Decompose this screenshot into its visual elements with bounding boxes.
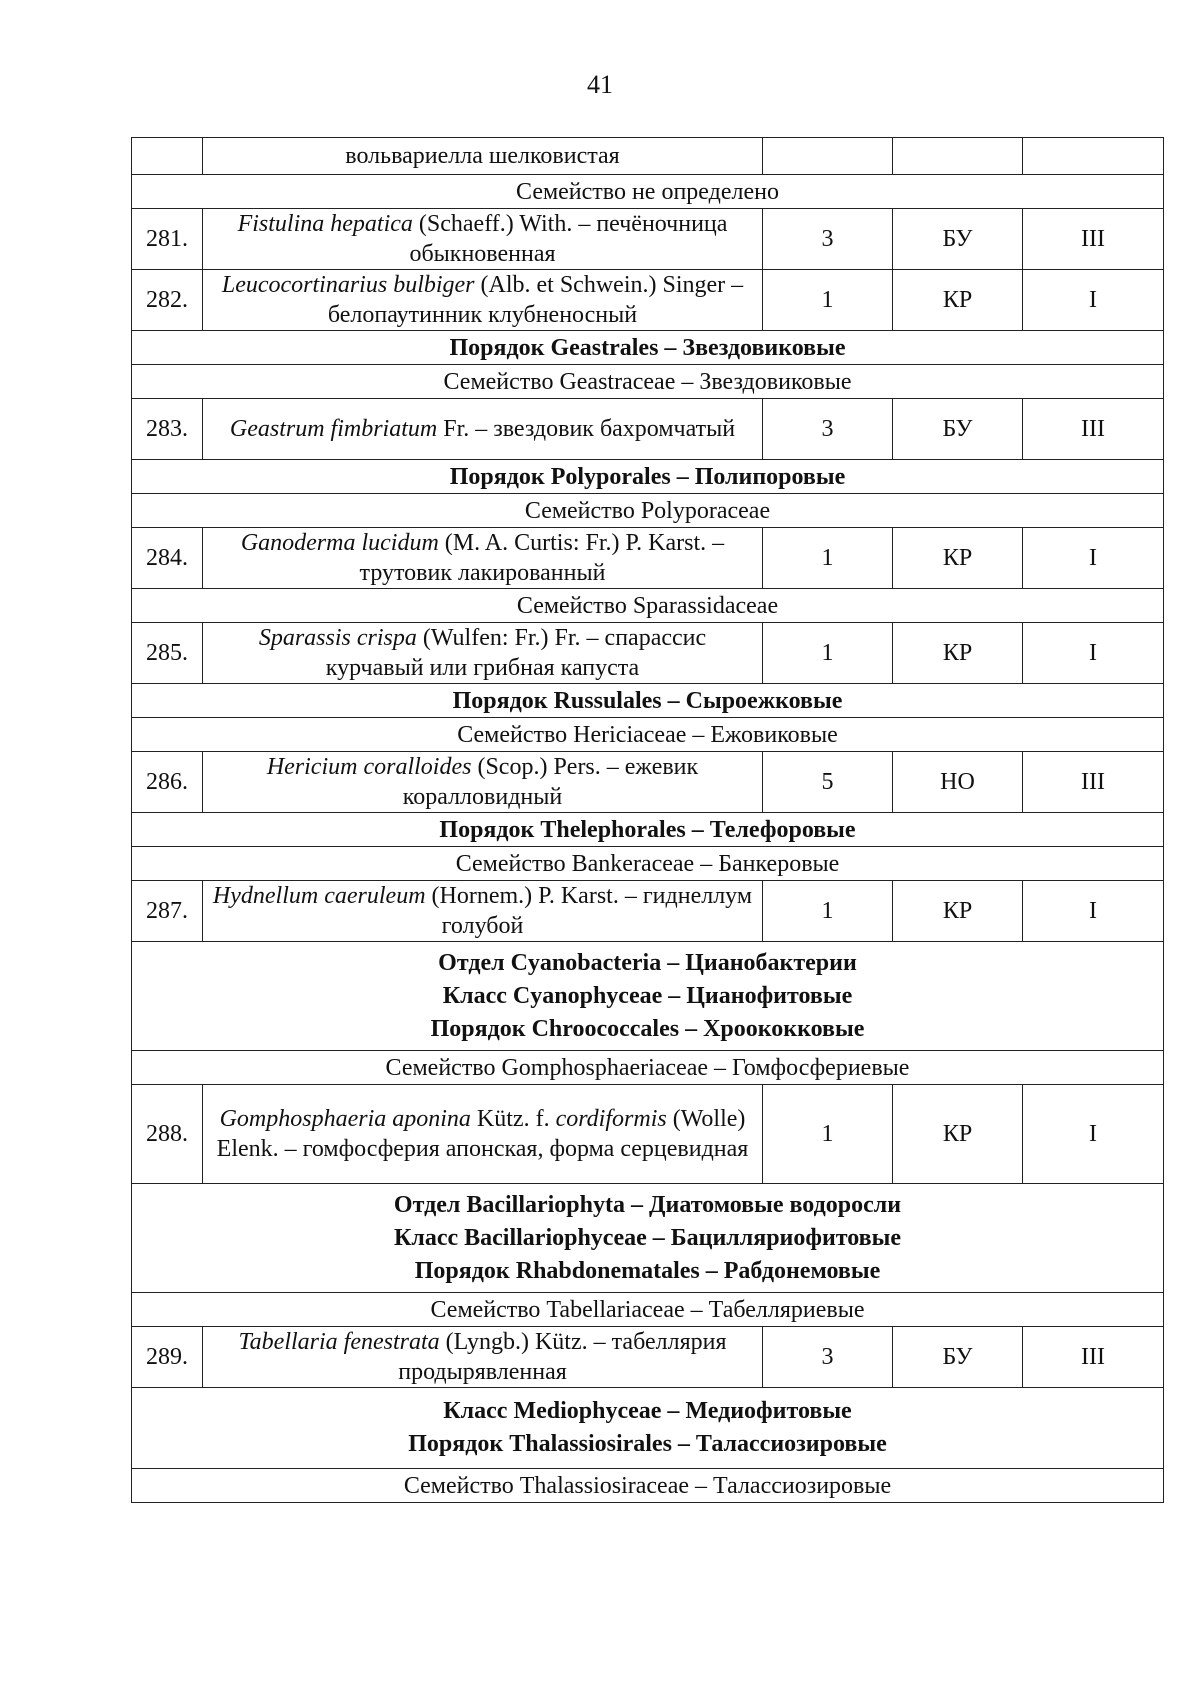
species-name <box>203 752 763 813</box>
grade-value: I <box>1023 623 1164 684</box>
category-value: 1 <box>763 623 893 684</box>
family-label: Семейство Hericiaceae – Ежовиковые <box>132 718 1164 752</box>
family-row <box>132 718 1164 752</box>
family-row <box>132 494 1164 528</box>
species-description: Fr. – звездовик бахромчатый <box>437 416 736 442</box>
table-row <box>132 752 1164 813</box>
table-row <box>132 138 1164 175</box>
division-label: Отдел Bacillariophyta – Диатомовые водоросли <box>393 1191 902 1218</box>
species-name <box>203 881 763 942</box>
page-number: 41 <box>587 70 613 99</box>
species-name <box>203 623 763 684</box>
order-row <box>132 331 1164 365</box>
status-value: КР <box>893 881 1023 942</box>
family-row <box>132 589 1164 623</box>
category-value: 3 <box>763 399 893 460</box>
order-row <box>132 813 1164 847</box>
species-name <box>203 528 763 589</box>
division-header-row <box>132 1184 1164 1293</box>
status-cell <box>893 138 1023 175</box>
family-label: Семейство Bankeraceae – Банкеровые <box>132 847 1164 881</box>
category-value: 1 <box>763 881 893 942</box>
status-value: КР <box>893 528 1023 589</box>
species-number: 285. <box>132 623 203 684</box>
table-row <box>132 1327 1164 1388</box>
latin-name: Gomphosphaeria aponina <box>219 1106 471 1132</box>
family-label: Семейство Polyporaceae <box>132 494 1164 528</box>
family-row <box>132 1293 1164 1327</box>
family-row <box>132 175 1164 209</box>
category-value: 1 <box>763 528 893 589</box>
order-label: Порядок Rhabdonematales – Рабдонемовые <box>414 1257 881 1284</box>
species-description: (Hornem.) P. Karst. – гиднеллум голубой <box>425 883 753 939</box>
species-number: 286. <box>132 752 203 813</box>
species-number: 289. <box>132 1327 203 1388</box>
species-number: 287. <box>132 881 203 942</box>
category-value: 3 <box>763 209 893 270</box>
order-row <box>132 684 1164 718</box>
order-label: Порядок Chroococcales – Хроококковые <box>430 1015 865 1042</box>
family-row <box>132 1051 1164 1085</box>
category-value: 1 <box>763 270 893 331</box>
latin-name: Hericium coralloides <box>266 754 472 780</box>
species-name <box>203 270 763 331</box>
species-description: (Scop.) Pers. – ежевик коралловидный <box>402 754 699 810</box>
species-number-cell <box>132 138 203 175</box>
family-label: Семейство Gomphosphaeriaceae – Гомфосфериевые <box>132 1051 1164 1085</box>
grade-value: I <box>1023 528 1164 589</box>
species-description: (Wulfen: Fr.) Fr. – спарассис курчавый или грибная капуста <box>325 625 707 681</box>
status-value: НО <box>893 752 1023 813</box>
grade-value: I <box>1023 270 1164 331</box>
species-description: (Wolle) Elenk. – гомфосферия апонская, форма серцевидная <box>216 1106 749 1162</box>
grade-value: I <box>1023 881 1164 942</box>
order-label: Порядок Polyporales – Полипоровые <box>132 460 1164 494</box>
table-row <box>132 881 1164 942</box>
class-label: Класс Cyanophyceae – Цианофитовые <box>442 982 853 1009</box>
division-header <box>132 942 1164 1051</box>
species-table <box>131 137 1164 1503</box>
grade-value: I <box>1023 1085 1164 1184</box>
class-header-row <box>132 1388 1164 1469</box>
latin-name: Hydnellum caeruleum <box>212 883 426 909</box>
family-row <box>132 365 1164 399</box>
species-number: 284. <box>132 528 203 589</box>
table-row <box>132 528 1164 589</box>
category-value: 5 <box>763 752 893 813</box>
latin-name: Fistulina hepatica <box>237 211 413 237</box>
division-header <box>132 1184 1164 1293</box>
family-label: Семейство Tabellariaceae – Табелляриевые <box>132 1293 1164 1327</box>
grade-value: III <box>1023 209 1164 270</box>
order-label: Порядок Thelephorales – Телефоровые <box>132 813 1164 847</box>
table-row <box>132 1085 1164 1184</box>
order-label: Порядок Thalassiosirales – Талассиозировые <box>408 1431 887 1457</box>
table-row <box>132 209 1164 270</box>
species-description: (M. A. Curtis: Fr.) P. Karst. – трутовик лакированный <box>359 530 725 586</box>
family-label: Семейство Thalassiosiraceae – Талассиозировые <box>132 1469 1164 1503</box>
division-label: Отдел Cyanobacteria – Цианобактерии <box>438 949 857 976</box>
category-cell <box>763 138 893 175</box>
family-label: Семейство не определено <box>132 175 1164 209</box>
species-number: 282. <box>132 270 203 331</box>
latin-form-name: cordiformis <box>555 1106 667 1132</box>
class-header <box>132 1388 1164 1469</box>
grade-value: III <box>1023 1327 1164 1388</box>
order-label: Порядок Geastrales – Звездовиковые <box>132 331 1164 365</box>
species-number: 281. <box>132 209 203 270</box>
species-name-cell: вольвариелла шелковистая <box>203 138 763 175</box>
species-number: 288. <box>132 1085 203 1184</box>
species-name <box>203 209 763 270</box>
status-value: БУ <box>893 1327 1023 1388</box>
family-row <box>132 847 1164 881</box>
order-row <box>132 460 1164 494</box>
class-label: Класс Mediophyceae – Медиофитовые <box>443 1398 852 1424</box>
family-label: Семейство Geastraceae – Звездовиковые <box>132 365 1164 399</box>
table-row <box>132 623 1164 684</box>
latin-name: Leucocortinarius bulbiger <box>221 272 475 298</box>
species-description: (Alb. et Schwein.) Singer – белопаутинник клубненосный <box>327 272 744 328</box>
family-row <box>132 1469 1164 1503</box>
species-name <box>203 399 763 460</box>
class-label: Класс Bacillariophyceae – Бацилляриофитовые <box>393 1224 902 1251</box>
grade-value: III <box>1023 752 1164 813</box>
latin-name: Geastrum fimbriatum <box>229 416 438 442</box>
status-value: КР <box>893 270 1023 331</box>
latin-name: Tabellaria fenestrata <box>238 1329 440 1355</box>
category-value: 1 <box>763 1085 893 1184</box>
status-value: КР <box>893 1085 1023 1184</box>
status-value: БУ <box>893 209 1023 270</box>
latin-name: Ganoderma lucidum <box>240 530 439 556</box>
species-name <box>203 1085 763 1184</box>
grade-value: III <box>1023 399 1164 460</box>
category-value: 3 <box>763 1327 893 1388</box>
status-value: БУ <box>893 399 1023 460</box>
status-value: КР <box>893 623 1023 684</box>
latin-name: Sparassis crispa <box>258 625 417 651</box>
family-label: Семейство Sparassidaceae <box>132 589 1164 623</box>
species-name <box>203 1327 763 1388</box>
species-description: (Lyngb.) Kütz. – табеллярия продырявленная <box>398 1329 727 1385</box>
species-authority: Kütz. f. <box>470 1106 556 1132</box>
order-label: Порядок Russulales – Сыроежковые <box>132 684 1164 718</box>
division-header-row <box>132 942 1164 1051</box>
species-description: (Schaeff.) With. – печёночница обыкновенная <box>409 211 728 267</box>
table-row <box>132 270 1164 331</box>
species-number: 283. <box>132 399 203 460</box>
grade-cell <box>1023 138 1164 175</box>
table-row <box>132 399 1164 460</box>
